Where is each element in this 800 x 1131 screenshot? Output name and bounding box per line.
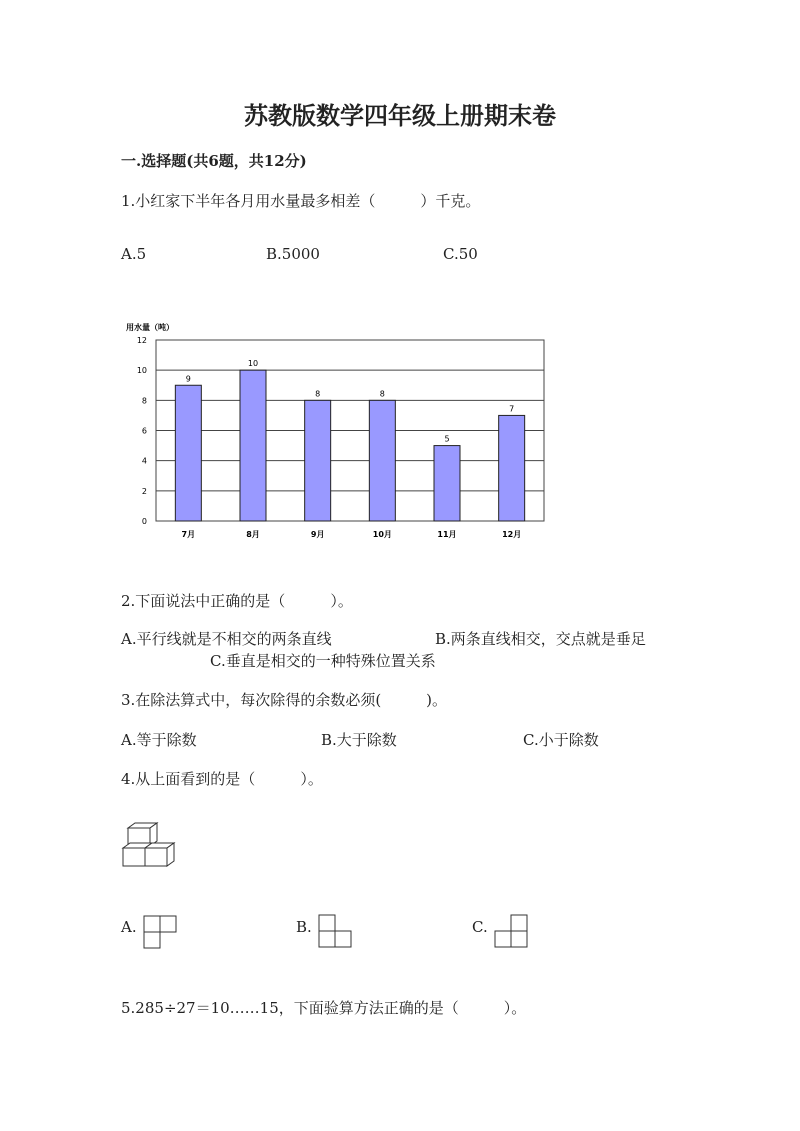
question-1-option-c: C.50 (443, 245, 478, 263)
chart-bar (175, 385, 201, 521)
section-heading: 一.选择题(共6题，共12分) (121, 152, 307, 170)
chart-data-label: 9 (185, 374, 191, 384)
top-view-figure-b (318, 914, 352, 948)
chart-data-label: 7 (509, 404, 515, 414)
chart-bar (434, 446, 460, 521)
chart-x-tick-label: 12月 (502, 530, 522, 539)
question-4-stem: 4.从上面看到的是（ ）。 (121, 770, 323, 788)
question-2-stem: 2.下面说法中正确的是（ ）。 (121, 592, 353, 610)
question-3-stem: 3.在除法算式中，每次除得的余数必须( )。 (121, 691, 448, 709)
chart-data-label: 5 (444, 434, 450, 444)
chart-x-tick-label: 8月 (246, 530, 260, 539)
chart-y-tick-label: 10 (136, 366, 147, 376)
question-1-option-a: A.5 (121, 245, 147, 263)
top-view-figure-a (143, 915, 177, 949)
chart-bar (305, 400, 331, 521)
question-5-stem: 5.285÷27＝10……15，下面验算方法正确的是（ ）。 (121, 999, 527, 1017)
chart-x-tick-label: 10月 (372, 530, 392, 539)
question-2-option-a: A.平行线就是不相交的两条直线 (121, 630, 332, 648)
chart-x-tick-label: 9月 (310, 530, 325, 539)
chart-bar (499, 415, 525, 521)
chart-data-label: 8 (379, 389, 385, 399)
chart-x-tick-label: 11月 (437, 530, 457, 539)
chart-data-label: 8 (315, 389, 321, 399)
chart-x-tick-label: 7月 (181, 530, 196, 539)
question-3-option-a: A.等于除数 (121, 731, 197, 749)
chart-y-tick-label: 2 (141, 486, 147, 496)
question-4-option-a: A. (121, 918, 137, 936)
chart-y-axis-label: 用水量（吨） (126, 323, 174, 332)
chart-y-tick-label: 0 (141, 517, 147, 526)
chart-y-tick-label: 8 (141, 396, 147, 406)
chart-bar (240, 370, 266, 521)
question-1-stem: 1.小红家下半年各月用水量最多相差（ ）千克。 (121, 192, 481, 210)
page-title: 苏教版数学四年级上册期末卷 (244, 101, 556, 130)
question-3-option-b: B.大于除数 (321, 731, 397, 749)
chart-y-tick-label: 6 (141, 426, 147, 436)
water-usage-bar-chart (118, 318, 558, 548)
top-view-figure-c (494, 914, 528, 948)
question-2-option-c: C.垂直是相交的一种特殊位置关系 (210, 652, 436, 670)
question-2-option-b: B.两条直线相交，交点就是垂足 (435, 630, 646, 648)
chart-data-label: 10 (247, 359, 259, 369)
question-4-option-b: B. (296, 918, 312, 936)
question-3-option-c: C.小于除数 (523, 731, 599, 749)
cube-stack-figure (120, 820, 182, 870)
chart-y-tick-label: 12 (136, 336, 147, 345)
question-4-option-c: C. (472, 918, 488, 936)
chart-y-tick-label: 4 (141, 456, 147, 466)
chart-bar (369, 400, 395, 521)
question-1-option-b: B.5000 (266, 245, 320, 263)
